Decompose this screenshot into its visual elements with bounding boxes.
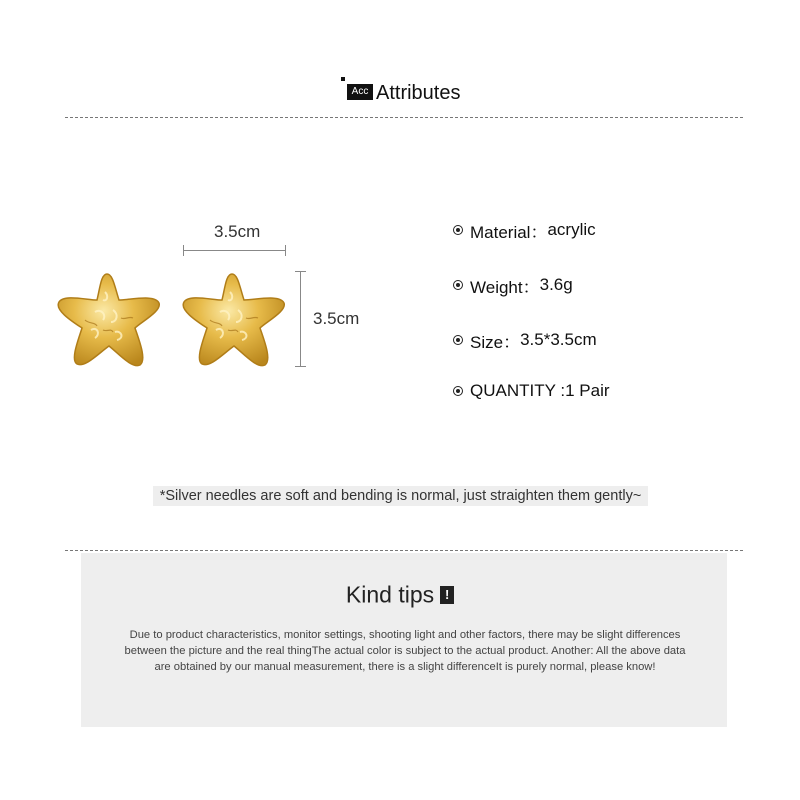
tips-title: Kind tips bbox=[345, 581, 435, 608]
width-dimension-tick-right bbox=[285, 245, 286, 256]
header-dot-icon bbox=[341, 77, 345, 81]
bullet-icon bbox=[453, 225, 463, 235]
tips-text: Due to product characteristics, monitor settings, shooting light and other factors, there may be slight differences between the picture and the real thingThe actual color is subject to the actual product. Another: All the above data are obtained by our manual measurement, there is a slight differenceIt is purely normal, please know! bbox=[124, 629, 686, 673]
width-dimension-tick-left bbox=[183, 245, 184, 256]
section-title: Attributes bbox=[376, 82, 461, 104]
attribute-value: 3.5*3.5cm bbox=[520, 330, 597, 349]
attribute-size bbox=[453, 328, 597, 352]
attribute-value: 3.6g bbox=[539, 275, 573, 294]
attribute-quantity bbox=[453, 379, 610, 403]
height-dimension-line bbox=[300, 271, 301, 367]
attribute-label: Material： bbox=[470, 222, 548, 242]
attribute-value: 1 Pair bbox=[565, 381, 610, 400]
divider-top bbox=[65, 117, 743, 118]
starfish-earring-image bbox=[55, 270, 163, 370]
care-note: *Silver needles are soft and bending is normal, just straighten them gently~ bbox=[153, 486, 648, 506]
bullet-icon bbox=[453, 280, 463, 290]
attribute-label: Weight： bbox=[470, 277, 540, 297]
attribute-material bbox=[453, 218, 596, 242]
attribute-weight bbox=[453, 273, 573, 297]
height-dimension-label: 3.5cm bbox=[313, 309, 360, 328]
width-dimension-line bbox=[183, 250, 286, 251]
exclamation-icon: ! bbox=[440, 586, 454, 604]
bullet-icon bbox=[453, 386, 463, 396]
attribute-value: acrylic bbox=[547, 220, 596, 239]
width-dimension-label: 3.5cm bbox=[214, 222, 261, 241]
tips-heading bbox=[0, 580, 800, 608]
height-dimension-tick-bottom bbox=[295, 366, 306, 367]
bullet-icon bbox=[453, 335, 463, 345]
header-badge: Acc bbox=[347, 84, 373, 100]
starfish-earring-image bbox=[180, 270, 288, 370]
attribute-label: QUANTITY : bbox=[470, 381, 566, 400]
divider-bottom bbox=[65, 550, 743, 551]
height-dimension-tick-top bbox=[295, 271, 306, 272]
attribute-label: Size： bbox=[470, 332, 521, 352]
